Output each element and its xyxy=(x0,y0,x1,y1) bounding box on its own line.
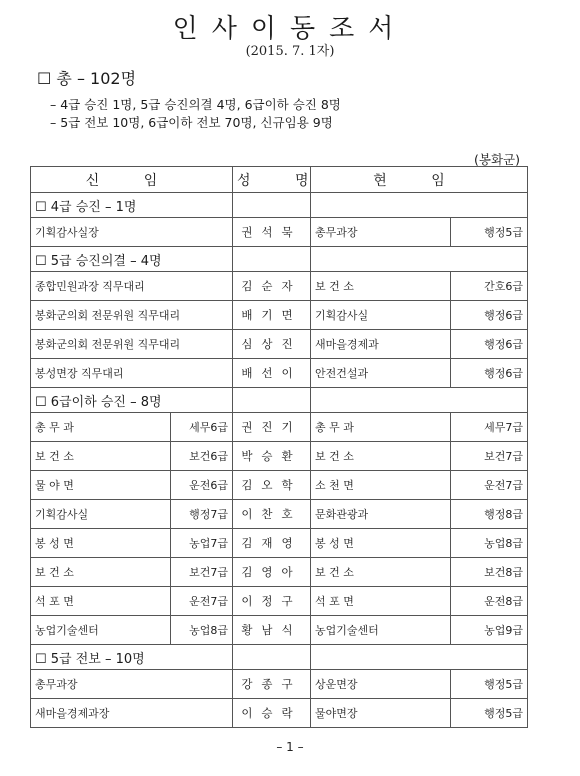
name-cell: 이승락 xyxy=(233,699,311,728)
name-cell: 김영아 xyxy=(233,558,311,587)
name-cell: 김오학 xyxy=(233,471,311,500)
current-post-cell: 총무과장 xyxy=(311,218,451,247)
header-new-post: 신 임 xyxy=(31,167,233,193)
new-post-cell: 봉화군의회 전문위원 직무대리 xyxy=(31,301,233,330)
section-empty-cell xyxy=(311,388,528,413)
section-empty-cell xyxy=(233,193,311,218)
section-title: ☐ 5급 승진의결 – 4명 xyxy=(31,247,233,272)
current-post-cell: 소 천 면 xyxy=(311,471,451,500)
new-post-cell: 종합민원과장 직무대리 xyxy=(31,272,233,301)
table-row xyxy=(31,272,528,301)
section-empty-cell xyxy=(233,247,311,272)
name-cell: 김순자 xyxy=(233,272,311,301)
section-empty-cell xyxy=(233,388,311,413)
header-current-post: 현 임 xyxy=(311,167,528,193)
section-empty-cell xyxy=(311,193,528,218)
name-cell: 권석묵 xyxy=(233,218,311,247)
new-grade-cell: 보건6급 xyxy=(171,442,233,471)
current-grade-cell: 행정5급 xyxy=(451,699,528,728)
section-empty-cell xyxy=(311,645,528,670)
new-post-cell: 총 무 과 xyxy=(31,413,171,442)
current-post-cell: 총 무 과 xyxy=(311,413,451,442)
page-number: – 1 – xyxy=(276,740,304,754)
section-header-row xyxy=(31,247,528,272)
current-grade-cell: 행정5급 xyxy=(451,670,528,699)
organization-label: (봉화군) xyxy=(474,152,520,167)
new-grade-cell: 농업8급 xyxy=(171,616,233,645)
table-row xyxy=(31,359,528,388)
table-row xyxy=(31,587,528,616)
section-header-row xyxy=(31,388,528,413)
name-cell: 배기면 xyxy=(233,301,311,330)
table-row xyxy=(31,301,528,330)
table-row xyxy=(31,529,528,558)
new-post-cell: 봉성면장 직무대리 xyxy=(31,359,233,388)
current-grade-cell: 행정5급 xyxy=(451,218,528,247)
new-grade-cell: 운전6급 xyxy=(171,471,233,500)
header-name: 성 명 xyxy=(233,167,311,193)
current-grade-cell: 행정8급 xyxy=(451,500,528,529)
table-row xyxy=(31,558,528,587)
section-empty-cell xyxy=(233,645,311,670)
current-grade-cell: 운전7급 xyxy=(451,471,528,500)
new-grade-cell: 농업7급 xyxy=(171,529,233,558)
name-cell: 심상진 xyxy=(233,330,311,359)
current-post-cell: 보 건 소 xyxy=(311,442,451,471)
name-cell: 이찬호 xyxy=(233,500,311,529)
name-cell: 강종구 xyxy=(233,670,311,699)
name-cell: 권진기 xyxy=(233,413,311,442)
name-cell: 이정구 xyxy=(233,587,311,616)
new-post-cell: 총무과장 xyxy=(31,670,233,699)
document-title: 인사이동조서 xyxy=(172,14,408,44)
name-cell: 박승환 xyxy=(233,442,311,471)
current-post-cell: 물야면장 xyxy=(311,699,451,728)
current-post-cell: 보 건 소 xyxy=(311,558,451,587)
effective-date: (2015. 7. 1자) xyxy=(245,44,335,59)
new-post-cell: 봉 성 면 xyxy=(31,529,171,558)
current-post-cell: 안전건설과 xyxy=(311,359,451,388)
new-grade-cell: 행정7급 xyxy=(171,500,233,529)
table-row xyxy=(31,330,528,359)
current-post-cell: 보 건 소 xyxy=(311,272,451,301)
summary-line-1: – 4급 승진 1명, 5급 승진의결 4명, 6급이하 승진 8명 xyxy=(50,97,341,112)
name-cell: 황남식 xyxy=(233,616,311,645)
new-grade-cell: 운전7급 xyxy=(171,587,233,616)
table-body xyxy=(31,193,528,728)
table-row xyxy=(31,500,528,529)
current-grade-cell: 행정6급 xyxy=(451,330,528,359)
new-post-cell: 보 건 소 xyxy=(31,442,171,471)
section-header-row xyxy=(31,193,528,218)
new-post-cell: 기획감사실장 xyxy=(31,218,233,247)
current-grade-cell: 행정6급 xyxy=(451,359,528,388)
table-row xyxy=(31,442,528,471)
current-post-cell: 기획감사실 xyxy=(311,301,451,330)
new-post-cell: 물 야 면 xyxy=(31,471,171,500)
current-post-cell: 봉 성 면 xyxy=(311,529,451,558)
table-row xyxy=(31,413,528,442)
section-title: ☐ 4급 승진 – 1명 xyxy=(31,193,233,218)
new-post-cell: 새마을경제과장 xyxy=(31,699,233,728)
section-title: ☐ 5급 전보 – 10명 xyxy=(31,645,233,670)
personnel-table xyxy=(30,166,528,728)
current-post-cell: 농업기술센터 xyxy=(311,616,451,645)
section-title: ☐ 6급이하 승진 – 8명 xyxy=(31,388,233,413)
section-header-row xyxy=(31,645,528,670)
current-grade-cell: 보건8급 xyxy=(451,558,528,587)
table-header-row xyxy=(31,167,528,193)
new-post-cell: 기획감사실 xyxy=(31,500,171,529)
current-grade-cell: 간호6급 xyxy=(451,272,528,301)
name-cell: 김재영 xyxy=(233,529,311,558)
new-grade-cell: 보건7급 xyxy=(171,558,233,587)
current-grade-cell: 농업9급 xyxy=(451,616,528,645)
new-post-cell: 석 포 면 xyxy=(31,587,171,616)
new-post-cell: 보 건 소 xyxy=(31,558,171,587)
current-grade-cell: 운전8급 xyxy=(451,587,528,616)
table-row xyxy=(31,471,528,500)
current-grade-cell: 세무7급 xyxy=(451,413,528,442)
current-post-cell: 새마을경제과 xyxy=(311,330,451,359)
table-row xyxy=(31,699,528,728)
summary-line-2: – 5급 전보 10명, 6급이하 전보 70명, 신규임용 9명 xyxy=(50,115,333,130)
current-grade-cell: 농업8급 xyxy=(451,529,528,558)
new-post-cell: 봉화군의회 전문위원 직무대리 xyxy=(31,330,233,359)
current-grade-cell: 행정6급 xyxy=(451,301,528,330)
table-row xyxy=(31,670,528,699)
current-post-cell: 상운면장 xyxy=(311,670,451,699)
new-grade-cell: 세무6급 xyxy=(171,413,233,442)
new-post-cell: 농업기술센터 xyxy=(31,616,171,645)
current-grade-cell: 보건7급 xyxy=(451,442,528,471)
total-count: ☐ 총 – 102명 xyxy=(37,69,137,88)
table-row xyxy=(31,218,528,247)
table-row xyxy=(31,616,528,645)
current-post-cell: 문화관광과 xyxy=(311,500,451,529)
name-cell: 배선이 xyxy=(233,359,311,388)
section-empty-cell xyxy=(311,247,528,272)
current-post-cell: 석 포 면 xyxy=(311,587,451,616)
